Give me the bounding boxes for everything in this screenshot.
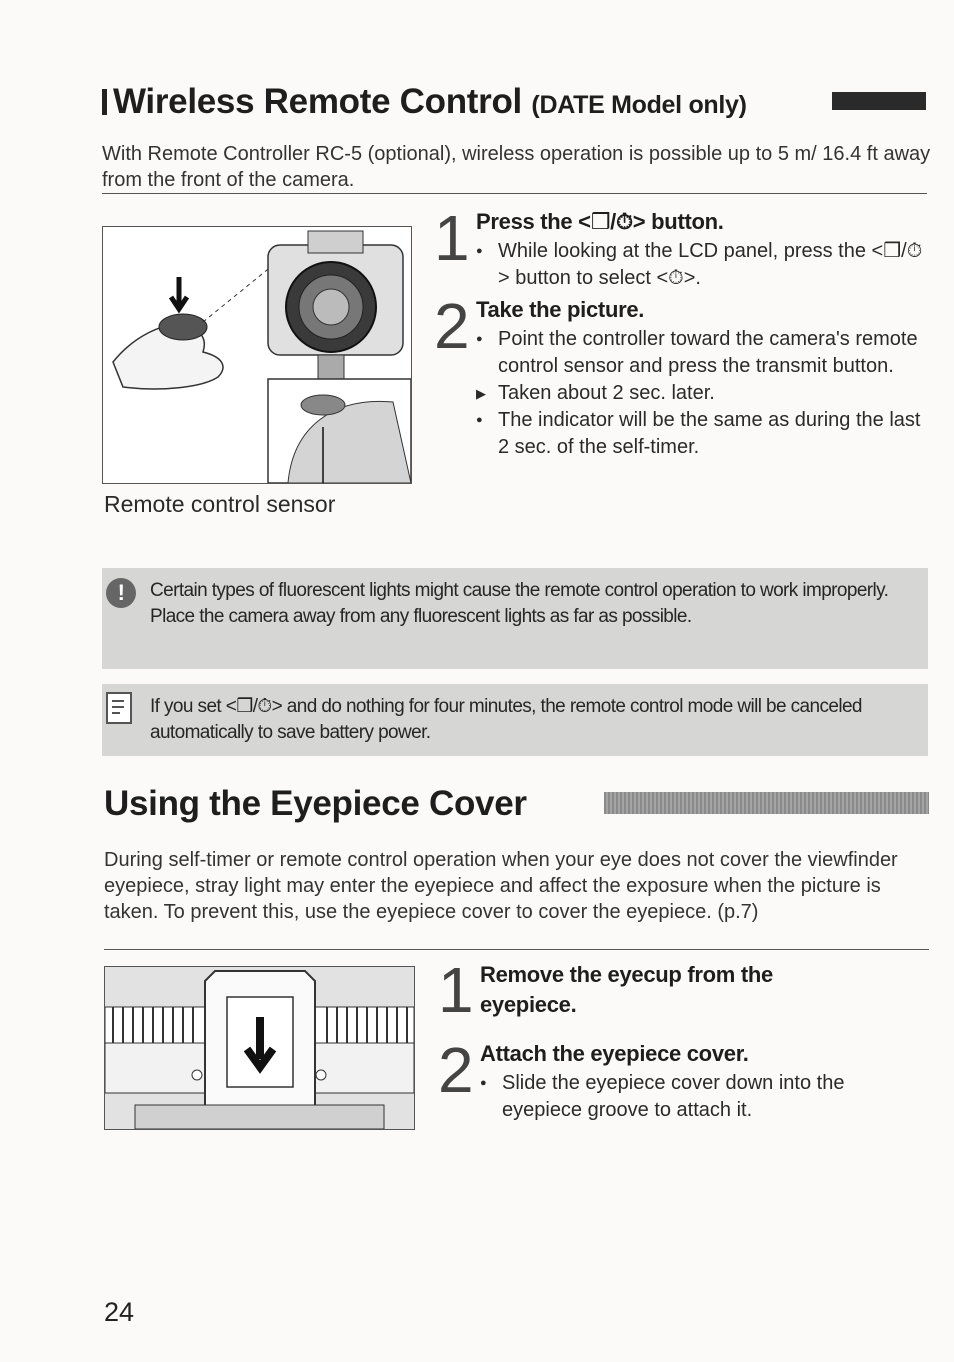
step-number: 2: [434, 290, 470, 362]
eyepiece-cover-illustration: [105, 967, 414, 1129]
list-item: ● Slide the eyepiece cover down into the eyepiece groove to attach it.: [480, 1070, 900, 1124]
section-title: Using the Eyepiece Cover: [104, 784, 527, 823]
camera-remote-illustration: [103, 227, 411, 483]
section-title: [102, 82, 747, 122]
list-item: ▶ Taken about 2 sec. later.: [476, 380, 926, 407]
title-bar: [604, 792, 929, 814]
step-title: Take the picture.: [476, 297, 645, 322]
step-number: 1: [438, 954, 474, 1026]
section-intro: With Remote Controller RC-5 (optional), wireless operation is possible up to 5 m/ 16.4 ft away from the front of the camera.: [102, 143, 931, 191]
note-text: If you set <❒/⏱> and do nothing for four minutes, the remote control mode will be canceled automatically to save battery power.: [150, 696, 862, 743]
section-rule: [104, 949, 929, 950]
step-title: Attach the eyepiece cover.: [480, 1041, 749, 1066]
page-number: 24: [104, 1297, 135, 1327]
section-title-suffix: (DATE Model only): [531, 91, 747, 119]
list-item: ● The indicator will be the same as during the last 2 sec. of the self-timer.: [476, 407, 926, 461]
remote-control-figure: [102, 226, 412, 484]
section-intro: During self-timer or remote control operation when your eye does not cover the viewfinder eyepiece, stray light may enter the eyepiece and affect the exposure when the picture is taken. To prevent this, use the eyepiece cover to cover the eyepiece. (p.7): [104, 849, 898, 923]
caution-box: [102, 568, 928, 669]
caution-icon: !: [106, 578, 136, 608]
step-bullets: [480, 1070, 900, 1124]
section-rule: [102, 193, 927, 194]
step-title: Remove the eyecup from the eyepiece.: [480, 962, 773, 1017]
title-marker-icon: [102, 89, 107, 115]
title-bar: [832, 92, 926, 110]
list-item: ● Point the controller toward the camera's remote control sensor and press the transmit button.: [476, 326, 926, 380]
step-number: 1: [434, 202, 470, 274]
section-eyepiece-cover: [0, 770, 954, 1150]
step-bullets: [476, 326, 926, 461]
list-item: ● While looking at the LCD panel, press the <❒/⏱> button to select <⏱>.: [476, 238, 926, 292]
step-number: 2: [438, 1034, 474, 1106]
step-title: Press the <❒/⏱> button.: [476, 209, 724, 234]
note-box: [102, 684, 928, 756]
step-bullets: [476, 238, 926, 292]
caution-text: Certain types of fluorescent lights might cause the remote control operation to work improperly. Place the camera away from any fluorescent lights as far as possible.: [150, 580, 889, 627]
memo-icon: [106, 692, 132, 724]
section-title-text: Wireless Remote Control: [113, 82, 522, 121]
figure-caption: Remote control sensor: [104, 491, 336, 517]
eyepiece-cover-figure: [104, 966, 415, 1130]
